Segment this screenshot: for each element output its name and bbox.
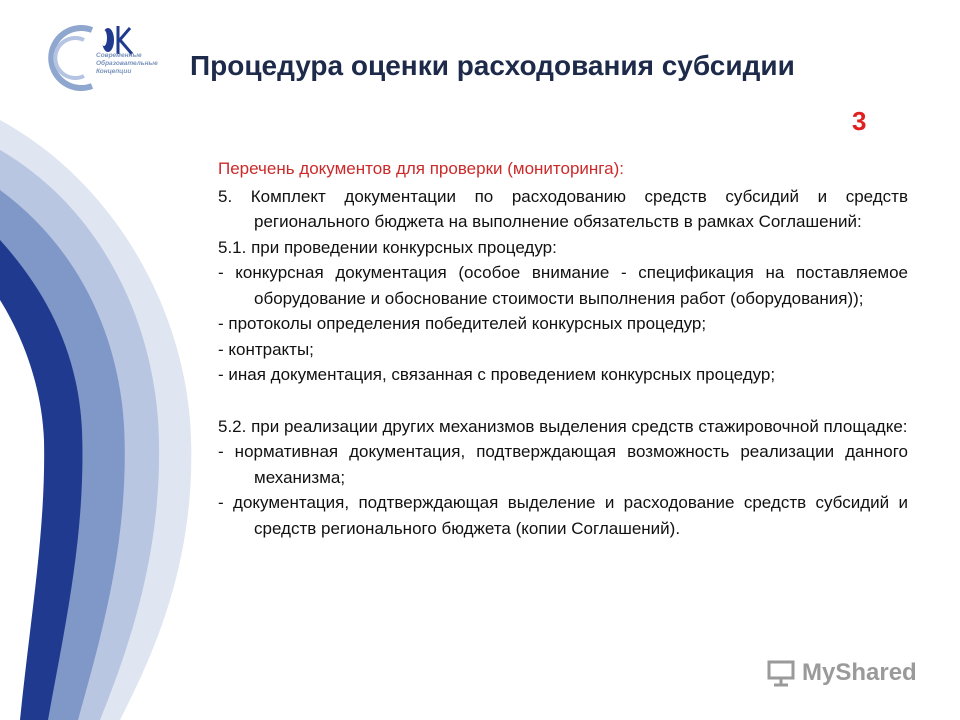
- logo-line: Современные: [96, 52, 142, 59]
- presentation-icon: [766, 658, 796, 688]
- logo-caption: [96, 52, 158, 76]
- list-item: - протоколы определения победителей конкурсных процедур;: [218, 314, 707, 333]
- spacer: [218, 388, 908, 414]
- page-number: 3: [852, 106, 867, 136]
- list-item: 5.2. при реализации других механизмов выделения средств стажировочной площадке:: [218, 416, 908, 436]
- list-item: - нормативная документация, подтверждающая возможность реализации данного механизма;: [218, 442, 908, 487]
- watermark: [766, 658, 917, 688]
- list-item: - иная документация, связанная с проведением конкурсных процедур;: [218, 365, 776, 384]
- list-item: 5. Комплект документации по расходованию средств субсидий и средств регионального бюджета на выполнение обязательств в рамках Соглашений:: [218, 186, 908, 231]
- list-item: - контракты;: [218, 339, 314, 359]
- section-heading: Перечень документов для проверки (мониторинга):: [218, 159, 624, 178]
- list-item: 5.1. при проведении конкурсных процедур:: [218, 237, 557, 257]
- logo-line: Образовательные: [96, 60, 158, 67]
- page-title: Процедура оценки расходования субсидии: [190, 50, 795, 81]
- watermark-text: MyShared: [802, 659, 917, 686]
- list-item: - конкурсная документация (особое внимание - спецификация на поставляемое оборудование и обоснование стоимости выполнения работ (оборудования));: [218, 263, 908, 308]
- document-body: [218, 156, 908, 541]
- logo-line: Концепции: [96, 68, 132, 75]
- list-item: - документация, подтверждающая выделение и расходование средств субсидий и средств регионального бюджета (копии Соглашений).: [218, 493, 908, 538]
